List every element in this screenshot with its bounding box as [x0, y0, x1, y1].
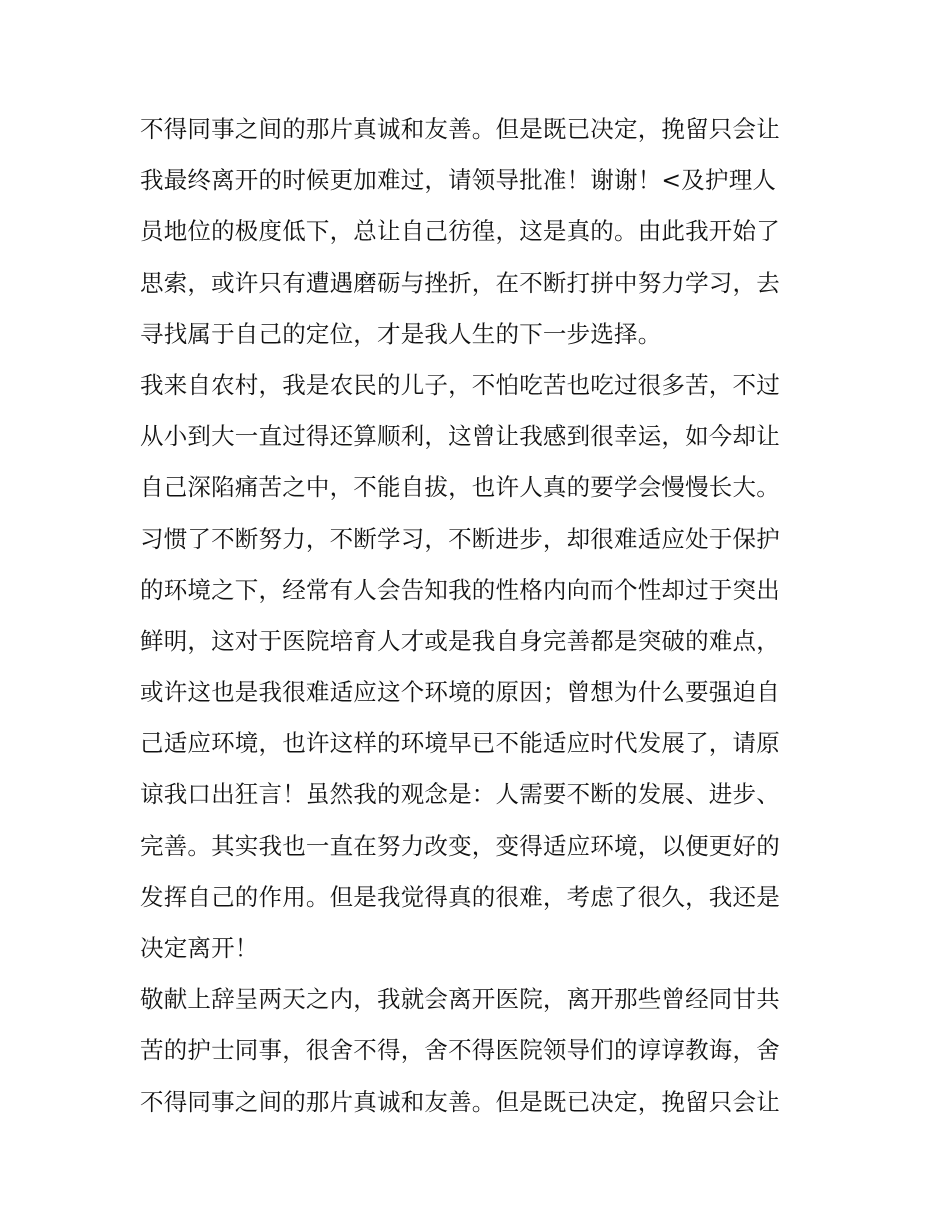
text-line-14: 谅我口出狂言！虽然我的观念是：人需要不断的发展、进步、 [140, 780, 780, 809]
text-line-20: 不得同事之间的那片真诚和友善。但是既已决定，挽留只会让 [140, 1087, 780, 1116]
text-line-8: 自己深陷痛苦之中，不能自拔，也许人真的要学会慢慢长大。 [140, 473, 780, 502]
text-line-15: 完善。其实我也一直在努力改变，变得适应环境，以便更好的 [140, 831, 780, 860]
text-line-4: 思索，或许只有遭遇磨砺与挫折，在不断打拼中努力学习，去 [140, 268, 780, 297]
text-line-16: 发挥自己的作用。但是我觉得真的很难，考虑了很久，我还是 [140, 882, 780, 911]
text-line-17: 决定离开！ [140, 934, 259, 962]
text-line-5: 寻找属于自己的定位，才是我人生的下一步选择。 [140, 319, 662, 348]
text-line-7: 从小到大一直过得还算顺利，这曾让我感到很幸运，如今却让 [140, 422, 780, 451]
text-line-1: 不得同事之间的那片真诚和友善。但是既已决定，挽留只会让 [140, 115, 780, 143]
text-line-13: 己适应环境，也许这样的环境早已不能适应时代发展了，请原 [140, 729, 780, 758]
text-line-11: 鲜明，这对于医院培育人才或是我自身完善都是突破的难点， [140, 626, 780, 655]
document-body [140, 104, 820, 1128]
text-line-9: 习惯了不断努力，不断学习，不断进步，却很难适应处于保护 [140, 524, 780, 553]
text-line-3: 员地位的极度低下，总让自己彷徨，这是真的。由此我开始了 [140, 217, 780, 246]
text-line-10: 的环境之下，经常有人会告知我的性格内向而个性却过于突出 [140, 575, 780, 604]
text-line-18: 敬献上辞呈两天之内，我就会离开医院，离开那些曾经同甘共 [140, 985, 780, 1014]
text-line-2: 我最终离开的时候更加难过，请领导批准！谢谢！<及护理人 [140, 166, 777, 195]
text-line-6: 我来自农村，我是农民的儿子，不怕吃苦也吃过很多苦，不过 [140, 370, 780, 399]
text-line-19: 苦的护士同事，很舍不得，舍不得医院领导们的谆谆教诲，舍 [140, 1036, 780, 1065]
text-line-12: 或许这也是我很难适应这个环境的原因；曾想为什么要强迫自 [140, 678, 780, 707]
